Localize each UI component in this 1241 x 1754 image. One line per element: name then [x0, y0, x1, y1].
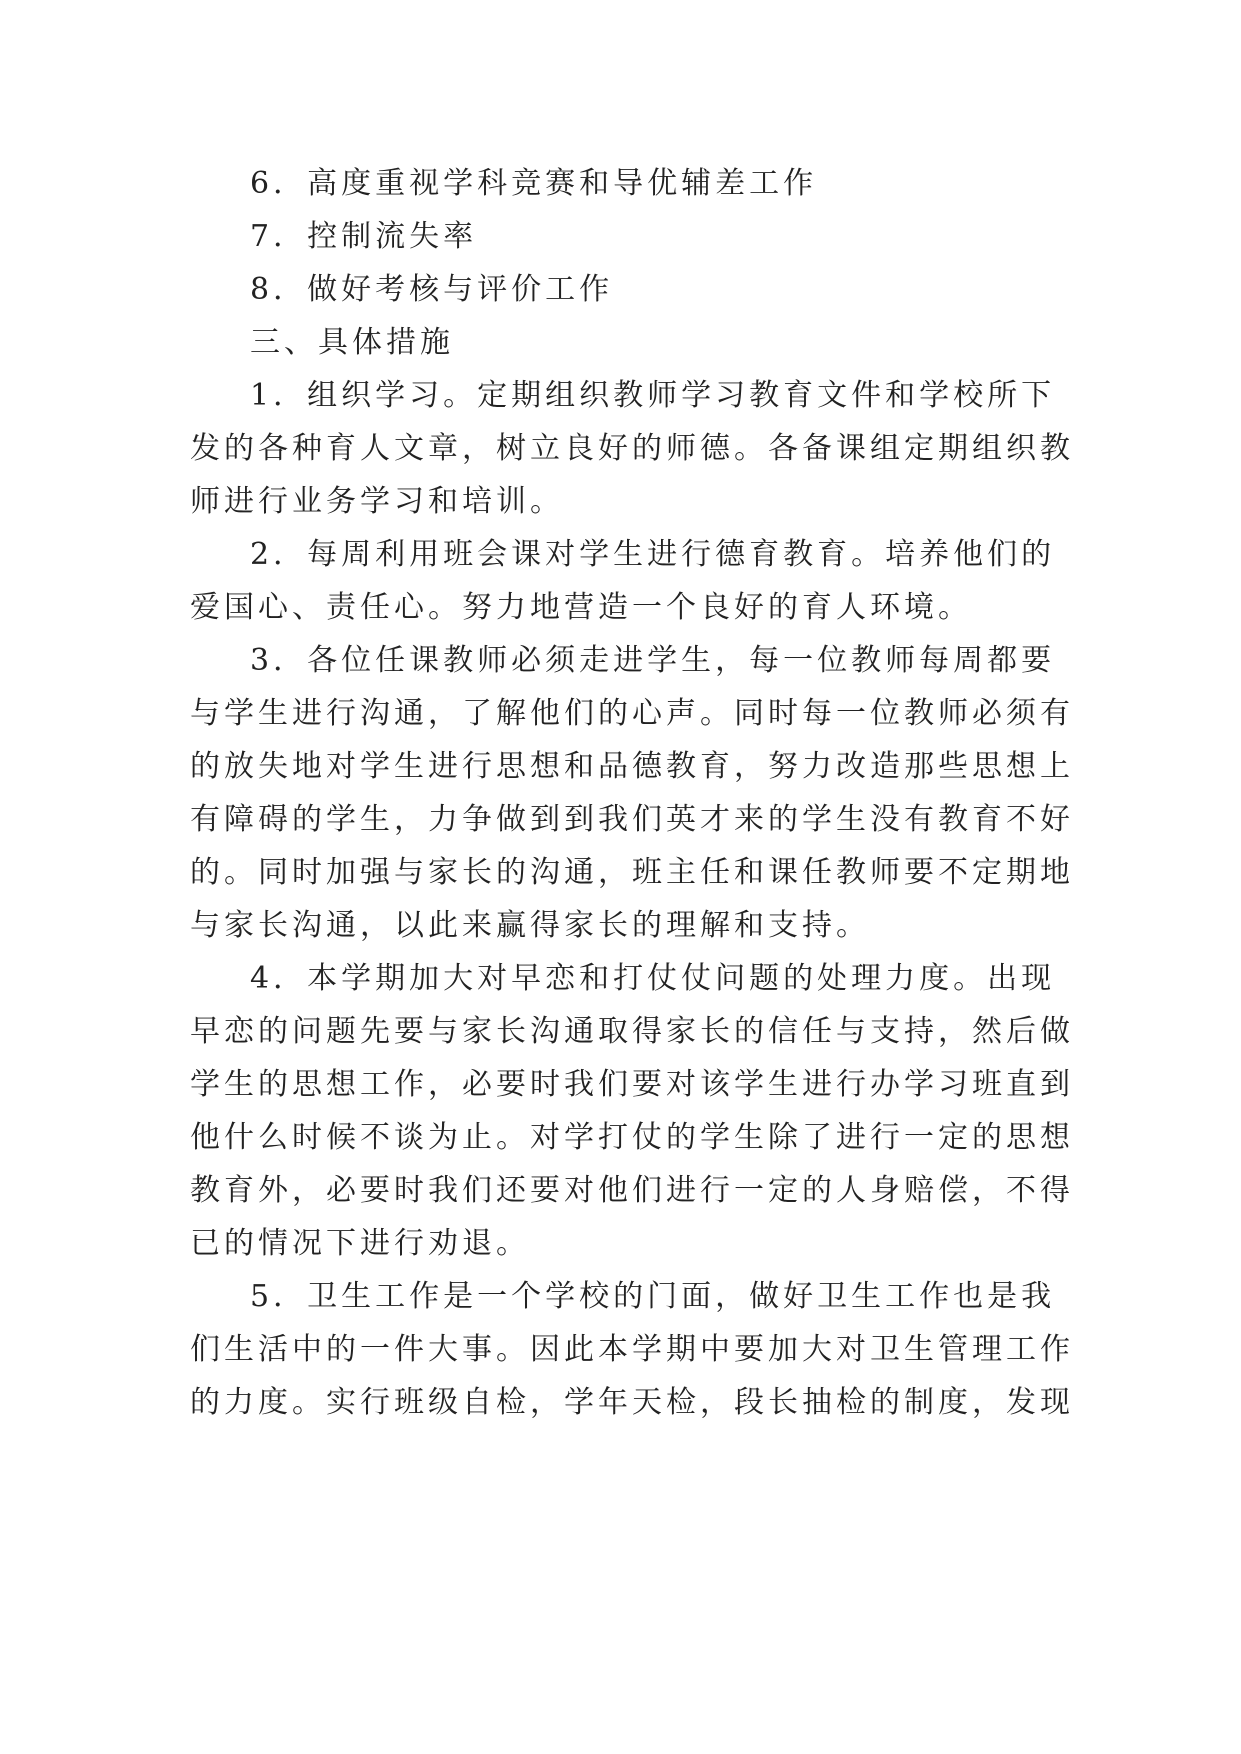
paragraph-3-line: 的。同时加强与家长的沟通，班主任和课任教师要不定期地 [190, 855, 1074, 890]
paragraph-5-line: 的力度。实行班级自检，学年天检，段长抽检的制度，发现 [190, 1385, 1074, 1420]
list-item-7: 7．控制流失率 [250, 219, 478, 254]
paragraph-3-line: 有障碍的学生，力争做到到我们英才来的学生没有教育不好 [190, 802, 1074, 837]
paragraph-2-line: 2．每周利用班会课对学生进行德育教育。培养他们的 [250, 537, 1056, 572]
paragraph-3-line: 与学生进行沟通，了解他们的心声。同时每一位教师必须有 [190, 696, 1074, 731]
list-item-8: 8．做好考核与评价工作 [250, 272, 614, 307]
list-item-6: 6．高度重视学科竞赛和导优辅差工作 [250, 166, 818, 201]
paragraph-4-line: 教育外，必要时我们还要对他们进行一定的人身赔偿，不得 [190, 1173, 1074, 1208]
paragraph-4-line: 已的情况下进行劝退。 [190, 1226, 530, 1261]
paragraph-2-line: 爱国心、责任心。努力地营造一个良好的育人环境。 [190, 590, 972, 625]
paragraph-1-line: 发的各种育人文章，树立良好的师德。各备课组定期组织教 [190, 431, 1074, 466]
section-heading: 三、具体措施 [250, 325, 454, 360]
paragraph-1-line: 师进行业务学习和培训。 [190, 484, 564, 519]
paragraph-3-line: 3．各位任课教师必须走进学生，每一位教师每周都要 [250, 643, 1056, 678]
paragraph-3-line: 与家长沟通，以此来赢得家长的理解和支持。 [190, 908, 870, 943]
paragraph-1-line: 1．组织学习。定期组织教师学习教育文件和学校所下 [250, 378, 1056, 413]
paragraph-4-line: 早恋的问题先要与家长沟通取得家长的信任与支持，然后做 [190, 1014, 1074, 1049]
paragraph-4-line: 学生的思想工作，必要时我们要对该学生进行办学习班直到 [190, 1067, 1074, 1102]
paragraph-5-line: 们生活中的一件大事。因此本学期中要加大对卫生管理工作 [190, 1332, 1074, 1367]
paragraph-5-line: 5．卫生工作是一个学校的门面，做好卫生工作也是我 [250, 1279, 1056, 1314]
paragraph-4-line: 他什么时候不谈为止。对学打仗的学生除了进行一定的思想 [190, 1120, 1074, 1155]
paragraph-3-line: 的放失地对学生进行思想和品德教育，努力改造那些思想上 [190, 749, 1074, 784]
paragraph-4-line: 4．本学期加大对早恋和打仗仗问题的处理力度。出现 [250, 961, 1056, 996]
